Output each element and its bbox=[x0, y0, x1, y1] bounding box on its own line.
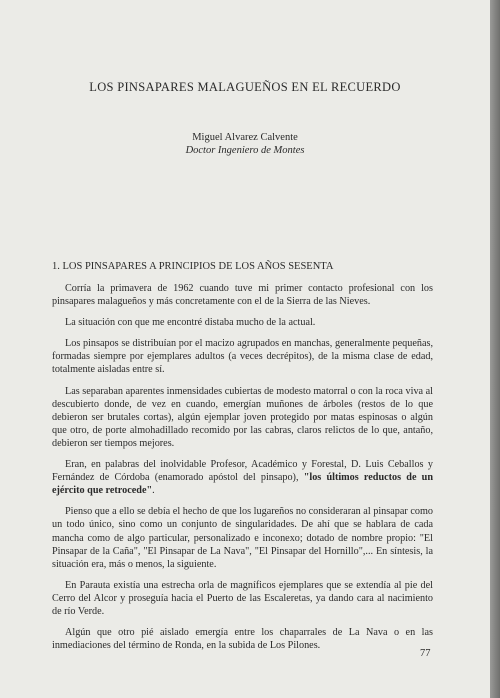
paragraph-text: . bbox=[152, 485, 155, 497]
body-text bbox=[52, 282, 433, 660]
bold-quote: "los últimos reductos de un ejército que retrocede" bbox=[52, 472, 434, 497]
paragraph: En Parauta existía una estrecha orla de magníficos ejemplares que se extendía al pie del Cerro del Alcor y proseguía hacia el Puerto de las Escaleretas, ya dando cara al nacimiento de río Verde. bbox=[52, 579, 433, 617]
paragraph-text: Eran, en palabras del inolvidable Profesor, Académico y Forestal, D. Luis Ceballos y Fernández de Córdoba (enamorado apóstol del pinsapo), bbox=[52, 459, 433, 484]
paragraph: Pienso que a ello se debía el hecho de que los lugareños no consideraran al pinsapar como un todo único, sino como un conjunto de singularidades. De ahí que se hablara de cada mancha como de algo particular, personalizado e inconexo; dotado de nombre propio: "El Pinsapar de la Caña", "El Pinsapar de La Nava", "El Pinsapar del Hornillo",... En síntesis, la situación era, más o menos, la siguiente. bbox=[52, 506, 433, 570]
article-title: LOS PINSAPARES MALAGUEÑOS EN EL RECUERDO bbox=[89, 80, 401, 94]
paragraph-with-quote bbox=[52, 458, 433, 497]
page-number: 77 bbox=[420, 648, 431, 659]
paragraph: Los pinsapos se distribuían por el macizo agrupados en manchas, generalmente pequeñas, formadas siempre por ejemplares adultos (a veces decrépitos), de la misma clase de edad, totalmente aisladas entre sí. bbox=[52, 338, 433, 376]
paragraph: La situación con que me encontré distaba mucho de la actual. bbox=[65, 317, 316, 329]
author-role: Doctor Ingeniero de Montes bbox=[185, 145, 305, 156]
paragraph: Corría la primavera de 1962 cuando tuve mi primer contacto profesional con los pinsapares malagueños y más concretamente con el de la Sierra de las Nieves. bbox=[52, 283, 433, 308]
paragraph: Algún que otro pié aislado emergía entre los chaparrales de La Nava o en las inmediaciones del término de Ronda, en la subida de Los Pilones. bbox=[52, 627, 433, 652]
author-block bbox=[0, 131, 490, 157]
paragraph: Las separaban aparentes inmensidades cubiertas de modesto matorral o con la roca viva al descubierto donde, de vez en cuando, emergían muñones de árboles (restos de lo que debieron ser brutales cortas), algún ejemplar joven protegido por matas espinosas o algún que otro, de porte almohadillado recomido por las cabras, claros relictos de lo que, antaño, debieron ser tiempos mejores. bbox=[52, 385, 433, 449]
author-name: Miguel Alvarez Calvente bbox=[192, 132, 298, 143]
section-heading: 1. LOS PINSAPARES A PRINCIPIOS DE LOS AÑOS SESENTA bbox=[52, 261, 334, 272]
